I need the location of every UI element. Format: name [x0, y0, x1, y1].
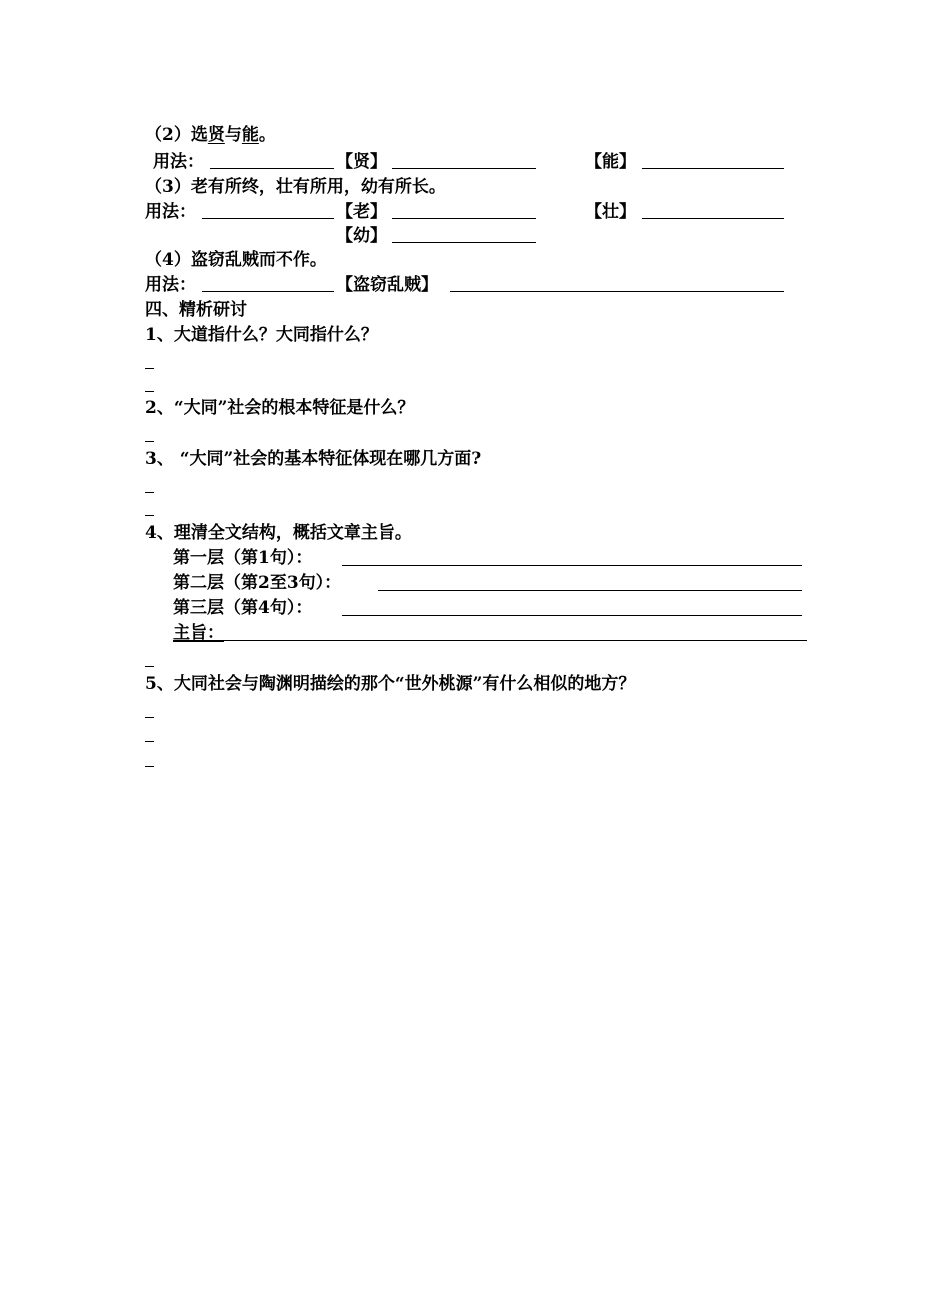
item3-tag-lao: 【老】 — [336, 202, 387, 222]
question-3: 3、 “大同”社会的基本特征体现在哪几方面? — [145, 449, 482, 469]
layer-1-label: 第一层（第1句）： — [173, 548, 313, 568]
layer-3-label: 第三层（第4句）： — [173, 598, 313, 618]
layer-2-label: 第二层（第2至3句）： — [173, 573, 342, 593]
item3-zhuang-blank[interactable] — [642, 218, 784, 219]
item2-end: 。 — [258, 125, 276, 145]
answer-line[interactable] — [145, 515, 154, 516]
answer-line[interactable] — [145, 666, 154, 667]
word-xian: 贤 — [207, 125, 225, 145]
question-4: 4、理清全文结构，概括文章主旨。 — [145, 523, 412, 543]
item4-tag-blank[interactable] — [450, 291, 784, 292]
theme-blank[interactable] — [173, 640, 807, 641]
item3-tag-you: 【幼】 — [336, 226, 387, 246]
item2-neng-blank[interactable] — [642, 168, 784, 169]
theme-label: 主旨： — [173, 623, 224, 643]
question-5: 5、大同社会与陶渊明描绘的那个“世外桃源”有什么相似的地方？ — [145, 674, 636, 694]
item2-tag-xian: 【贤】 — [336, 152, 387, 172]
item3-sentence: （3）老有所终，壮有所用，幼有所长。 — [145, 177, 446, 197]
item4-usage-label: 用法： — [145, 275, 196, 295]
item2-tag-neng: 【能】 — [585, 152, 636, 172]
answer-line[interactable] — [145, 766, 154, 767]
item2-mid: 与 — [224, 125, 242, 145]
item4-sentence: （4）盗窃乱贼而不作。 — [145, 250, 327, 270]
word-neng: 能 — [241, 125, 259, 145]
item3-usage-blank[interactable] — [202, 218, 334, 219]
item3-lao-blank[interactable] — [392, 218, 536, 219]
item3-tag-zhuang: 【壮】 — [585, 202, 636, 222]
answer-line[interactable] — [145, 717, 154, 718]
answer-line[interactable] — [145, 492, 154, 493]
question-1: 1、大道指什么？大同指什么？ — [145, 325, 378, 345]
item4-usage-blank[interactable] — [202, 291, 334, 292]
layer-3-blank[interactable] — [342, 615, 802, 616]
layer-1-blank[interactable] — [342, 565, 802, 566]
item2-usage-label: 用法： — [153, 152, 204, 172]
answer-line[interactable] — [145, 441, 154, 442]
item2-xian-blank[interactable] — [392, 168, 536, 169]
answer-line[interactable] — [145, 368, 154, 369]
item2-usage-blank[interactable] — [210, 168, 334, 169]
item3-usage-label: 用法： — [145, 202, 196, 222]
section-title: 四、精析研讨 — [145, 300, 247, 320]
item3-you-blank[interactable] — [392, 242, 536, 243]
item4-tag: 【盗窃乱贼】 — [336, 275, 438, 295]
question-2: 2、“大同”社会的根本特征是什么？ — [145, 398, 415, 418]
item2-sentence — [145, 124, 276, 146]
answer-line[interactable] — [145, 391, 154, 392]
item2-prefix: （2）选 — [145, 125, 208, 145]
answer-line[interactable] — [145, 741, 154, 742]
layer-2-blank[interactable] — [378, 590, 802, 591]
